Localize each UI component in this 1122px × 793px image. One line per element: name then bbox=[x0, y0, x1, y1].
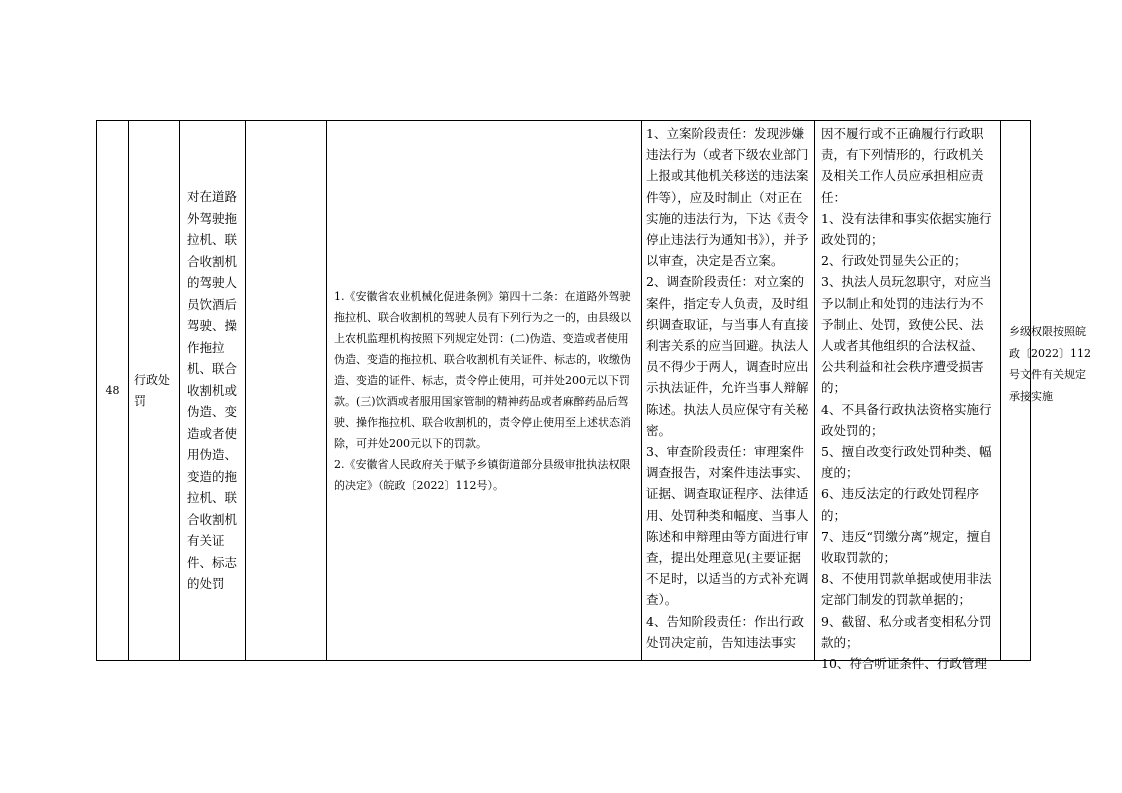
note-text: 乡级权限按照皖政〔2022〕112号文件有关规定承接实施 bbox=[1009, 325, 1091, 403]
accountability-item: 9、截留、私分或者变相私分罚款的； bbox=[821, 613, 992, 650]
category-text: 行政处罚 bbox=[134, 372, 171, 408]
responsibility-item: 4、告知阶段责任：作出行政处罚决定前，告知违法事实 bbox=[646, 613, 804, 650]
legal-basis-1: 1.《安徽省农业机械化促进条例》第四十二条：在道路外驾驶拖拉机、联合收割机的驾驶人员有下列行为之一的，由县级以上农机监理机构按照下列规定处罚：(二)伪造、变造或者使用伪造、变造的拖拉机、联合收割机有关证件、标志的，收缴伪造、变造的证件、标志，责令停止使用，可并处200元以下罚款。(三)饮酒或者服用国家管制的精神药品或者麻醉药品后驾驶、操作拖拉机、联合收割机的，责令停止使用至上述状态消除，可并处200元以下的罚款。 bbox=[334, 289, 631, 450]
accountability-item: 7、违反“罚缴分离”规定，擅自收取罚款的； bbox=[821, 528, 992, 566]
row-number-cell bbox=[97, 121, 128, 660]
category-cell bbox=[128, 121, 179, 660]
legal-basis-cell bbox=[326, 121, 641, 660]
accountability-item: 8、不使用罚款单据或使用非法定部门制发的罚款单据的； bbox=[821, 571, 992, 608]
responsibility-table bbox=[96, 120, 1091, 672]
accountability-item: 3、执法人员玩忽职守，对应当予以制止和处罚的违法行为不予制止、处罚，致使公民、法人或者其他组织的合法权益、公共利益和社会秩序遭受损害的； bbox=[821, 274, 992, 396]
accountability-item: 6、违反法定的行政处罚程序的； bbox=[821, 486, 979, 523]
accountability-item: 2、行政处罚显失公正的； bbox=[821, 253, 967, 269]
accountability-item: 4、不具备行政执法资格实施行政处罚的； bbox=[821, 401, 992, 438]
sub-item-cell bbox=[245, 121, 326, 660]
responsibility-item: 2、调查阶段责任：对立案的案件，指定专人负责，及时组织调查取证，与当事人有直接利害关系的应当回避。执法人员不得少于两人，调查时应出示执法证件，允许当事人辩解陈述。执法人员应保守有关秘密。 bbox=[646, 274, 809, 438]
row-number: 48 bbox=[105, 384, 120, 397]
item-name-text: 对在道路外驾驶拖拉机、联合收割机的驾驶人员饮酒后驾驶、操作拖拉机、联合收割机或伪造、变造或者使用伪造、变造的拖拉机、联合收割机有关证件、标志的处罚 bbox=[187, 189, 238, 592]
accountability-item: 5、擅自改变行政处罚种类、幅度的； bbox=[821, 444, 992, 481]
accountability-item: 1、没有法律和事实依据实施行政处罚的； bbox=[821, 210, 992, 248]
responsibility-item: 1、立案阶段责任：发现涉嫌违法行为（或者下级农业部门上报或其他机关移送的违法案件等），应及时制止（对正在实施的违法行为，下达《责令停止违法行为通知书》），并予以审查，决定是否立案。 bbox=[646, 126, 809, 269]
accountability-item: 10、符合听证条件、行政管理 bbox=[821, 656, 987, 672]
accountability-cell bbox=[814, 121, 1000, 672]
responsibility-item: 3、审查阶段责任：审理案件调查报告，对案件违法事实、证据、调查取证程序、法律适用、处罚种类和幅度、当事人陈述和申辩理由等方面进行审查，提出处理意见(主要证据不足时，以适当的方式补充调查）。 bbox=[646, 444, 809, 608]
legal-basis-2: 2.《安徽省人民政府关于赋予乡镇街道部分县级审批执法权限的决定》（皖政〔2022〕112号）。 bbox=[334, 457, 631, 492]
responsibility-cell bbox=[641, 121, 814, 660]
item-name-cell bbox=[179, 121, 245, 660]
accountability-item: 因不履行或不正确履行行政职责，有下列情形的，行政机关及相关工作人员应承担相应责任： bbox=[821, 126, 984, 205]
